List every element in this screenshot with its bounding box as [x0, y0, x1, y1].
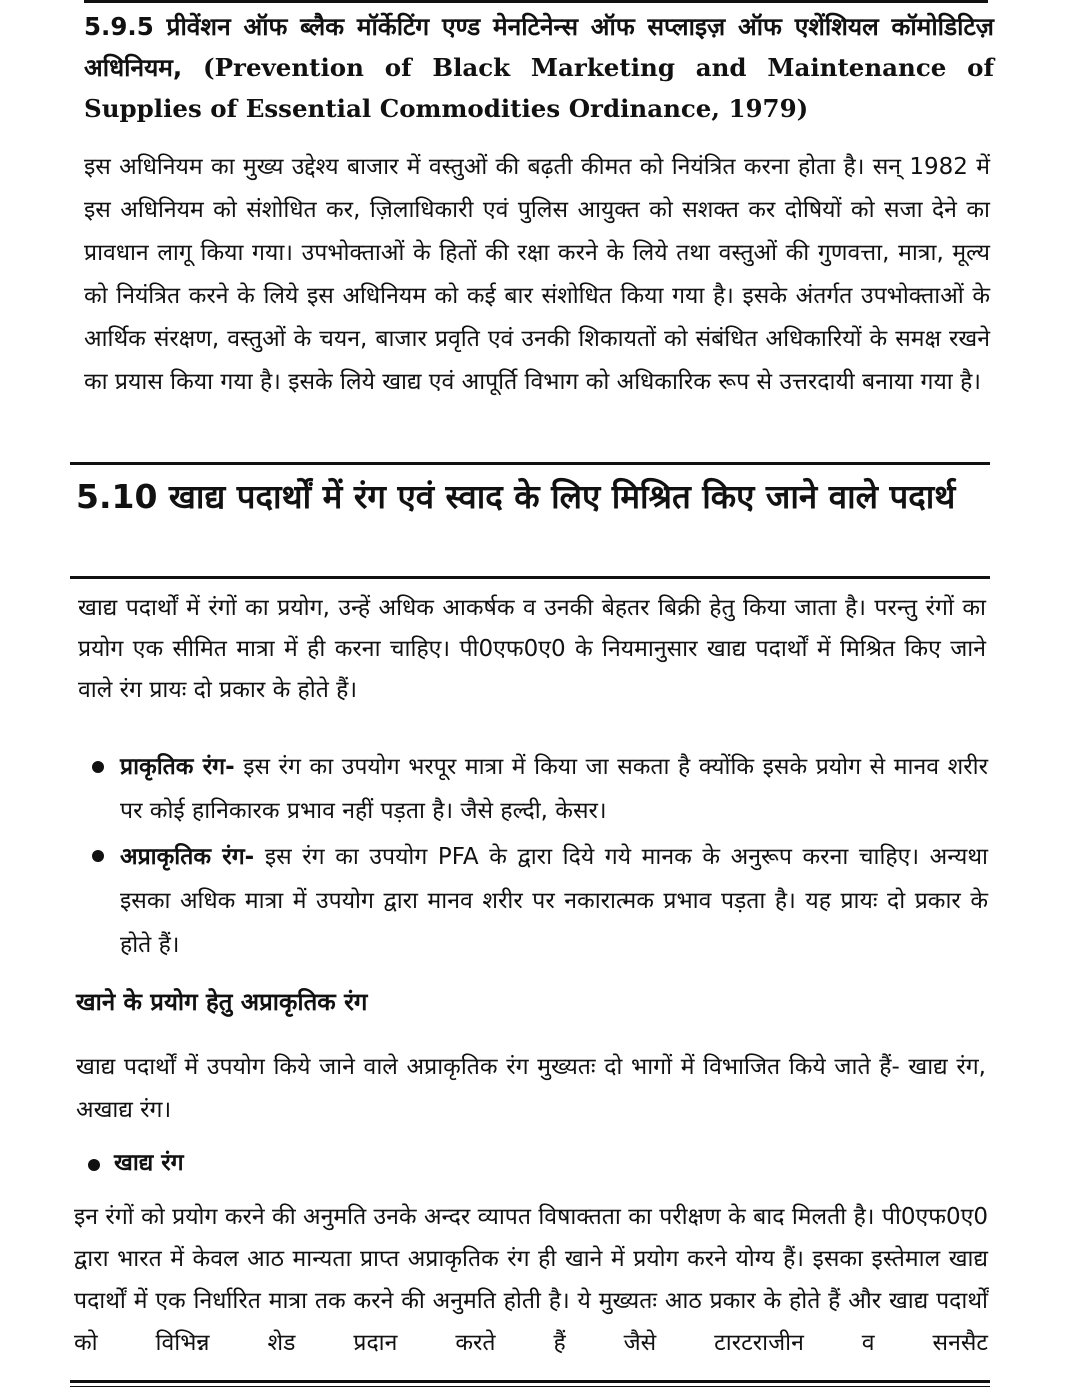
bullet-icon	[88, 1159, 100, 1171]
section-5-10-intro: खाद्य पदार्थों में रंगों का प्रयोग, उन्हें अधिक आकर्षक व उनकी बेहतर बिक्री हेतु किया जाता है। परन्तु रंगों का प्रयोग एक सीमित मात्रा में ही करना चाहिए। पी0एफ0ए0 के नियमानुसार खाद्य पदार्थों में मिश्रित किए जाने वाले रंग प्रायः दो प्रकार के होते हैं।	[78, 595, 986, 703]
bullet-term: अप्राकृतिक रंग-	[120, 844, 255, 870]
bullet-text: इस रंग का उपयोग भरपूर मात्रा में किया जा सकता है क्योंकि इसके प्रयोग से मानव शरीर पर कोई हानिकारक प्रभाव नहीं पड़ता है। जैसे हल्दी, केसर।	[120, 754, 988, 824]
heading-english: (Prevention of Black Marketing and Maintenance of Supplies of Essential Commodities Ordinance, 1979)	[84, 53, 994, 123]
top-rule	[84, 0, 988, 3]
section-5-9-5-body: इस अधिनियम का मुख्य उद्देश्य बाजार में वस्तुओं की बढ़ती कीमत को नियंत्रित करना होता है। सन् 1982 में इस अधिनियम को संशोधित कर, ज़िलाधिकारी एवं पुलिस आयुक्त को सशक्त कर दोषियों को सजा देने का प्रावधान लागू किया गया। उपभोक्ताओं के हितों की रक्षा करने के लिये तथा वस्तुओं की गुणवत्ता, मात्रा, मूल्य को नियंत्रित करने के लिये इस अधिनियम को कई बार संशोधित किया गया है। इसके अंतर्गत उपभोक्ताओं के आर्थिक संरक्षण, वस्तुओं के चयन, बाजार प्रवृति एवं उनकी शिकायतों को संबंधित अधिकारियों के समक्ष रखने का प्रयास किया गया है। इसके लिये खाद्य एवं आपूर्ति विभाग को अधिकारिक रूप से उत्तरदायी बनाया गया है।	[84, 154, 990, 395]
bullet-text: इस रंग का उपयोग PFA के द्वारा दिये गये मानक के अनुरूप करना चाहिए। अन्यथा इसका अधिक मात्रा में उपयोग द्वारा मानव शरीर पर नकारात्मक प्रभाव पड़ता है। यह प्रायः दो प्रकार के होते हैं।	[120, 844, 988, 958]
subheading-artificial-colours: खाने के प्रयोग हेतु अप्राकृतिक रंग	[76, 988, 368, 1016]
bullet-food-colour: खाद्य रंग	[114, 1150, 184, 1176]
subheading-paragraph: खाद्य पदार्थों में उपयोग किये जाने वाले अप्राकृतिक रंग मुख्यतः दो भागों में विभाजित किये जाते हैं- खाद्य रंग, अखाद्य रंग।	[76, 1054, 986, 1123]
bullet-icon	[92, 850, 104, 862]
section-heading-5-9-5	[84, 6, 994, 129]
heading-hindi: 5.9.5 प्रीवेंशन ऑफ ब्लैक मॉर्केटिंग एण्ड मेनटिनेन्स ऑफ सप्लाइज़ ऑफ एशेंशियल कॉमोडिटिज़ अधिनियम,	[84, 12, 994, 82]
section-heading-5-10: 5.10 खाद्य पदार्थों में रंग एवं स्वाद के लिए मिश्रित किए जाने वाले पदार्थ	[76, 477, 956, 516]
food-colour-paragraph: इन रंगों को प्रयोग करने की अनुमति उनके अन्दर व्यापत विषाक्तता का परीक्षण के बाद मिलती है। पी0एफ0ए0 द्वारा भारत में केवल आठ मान्यता प्राप्त अप्राकृतिक रंग ही खाने में प्रयोग करने योग्य हैं। इसका इस्तेमाल खाद्य पदार्थों में एक निर्धारित मात्रा तक करने की अनुमति होती है। ये मुख्यतः आठ प्रकार के होते हैं और खाद्य पदार्थों को विभिन्न शेड प्रदान करते हैं जैसे टारटराजीन व सनसैट	[74, 1204, 988, 1356]
bullet-natural-colour	[120, 745, 988, 833]
bullet-artificial-colour	[120, 835, 988, 967]
bullet-icon	[92, 761, 104, 773]
bottom-rule	[70, 1380, 990, 1383]
section-rule-bottom	[70, 576, 990, 579]
bullet-term: प्राकृतिक रंग-	[120, 754, 235, 780]
bottom-rule-thin	[70, 1386, 990, 1387]
section-rule-top	[70, 462, 990, 465]
